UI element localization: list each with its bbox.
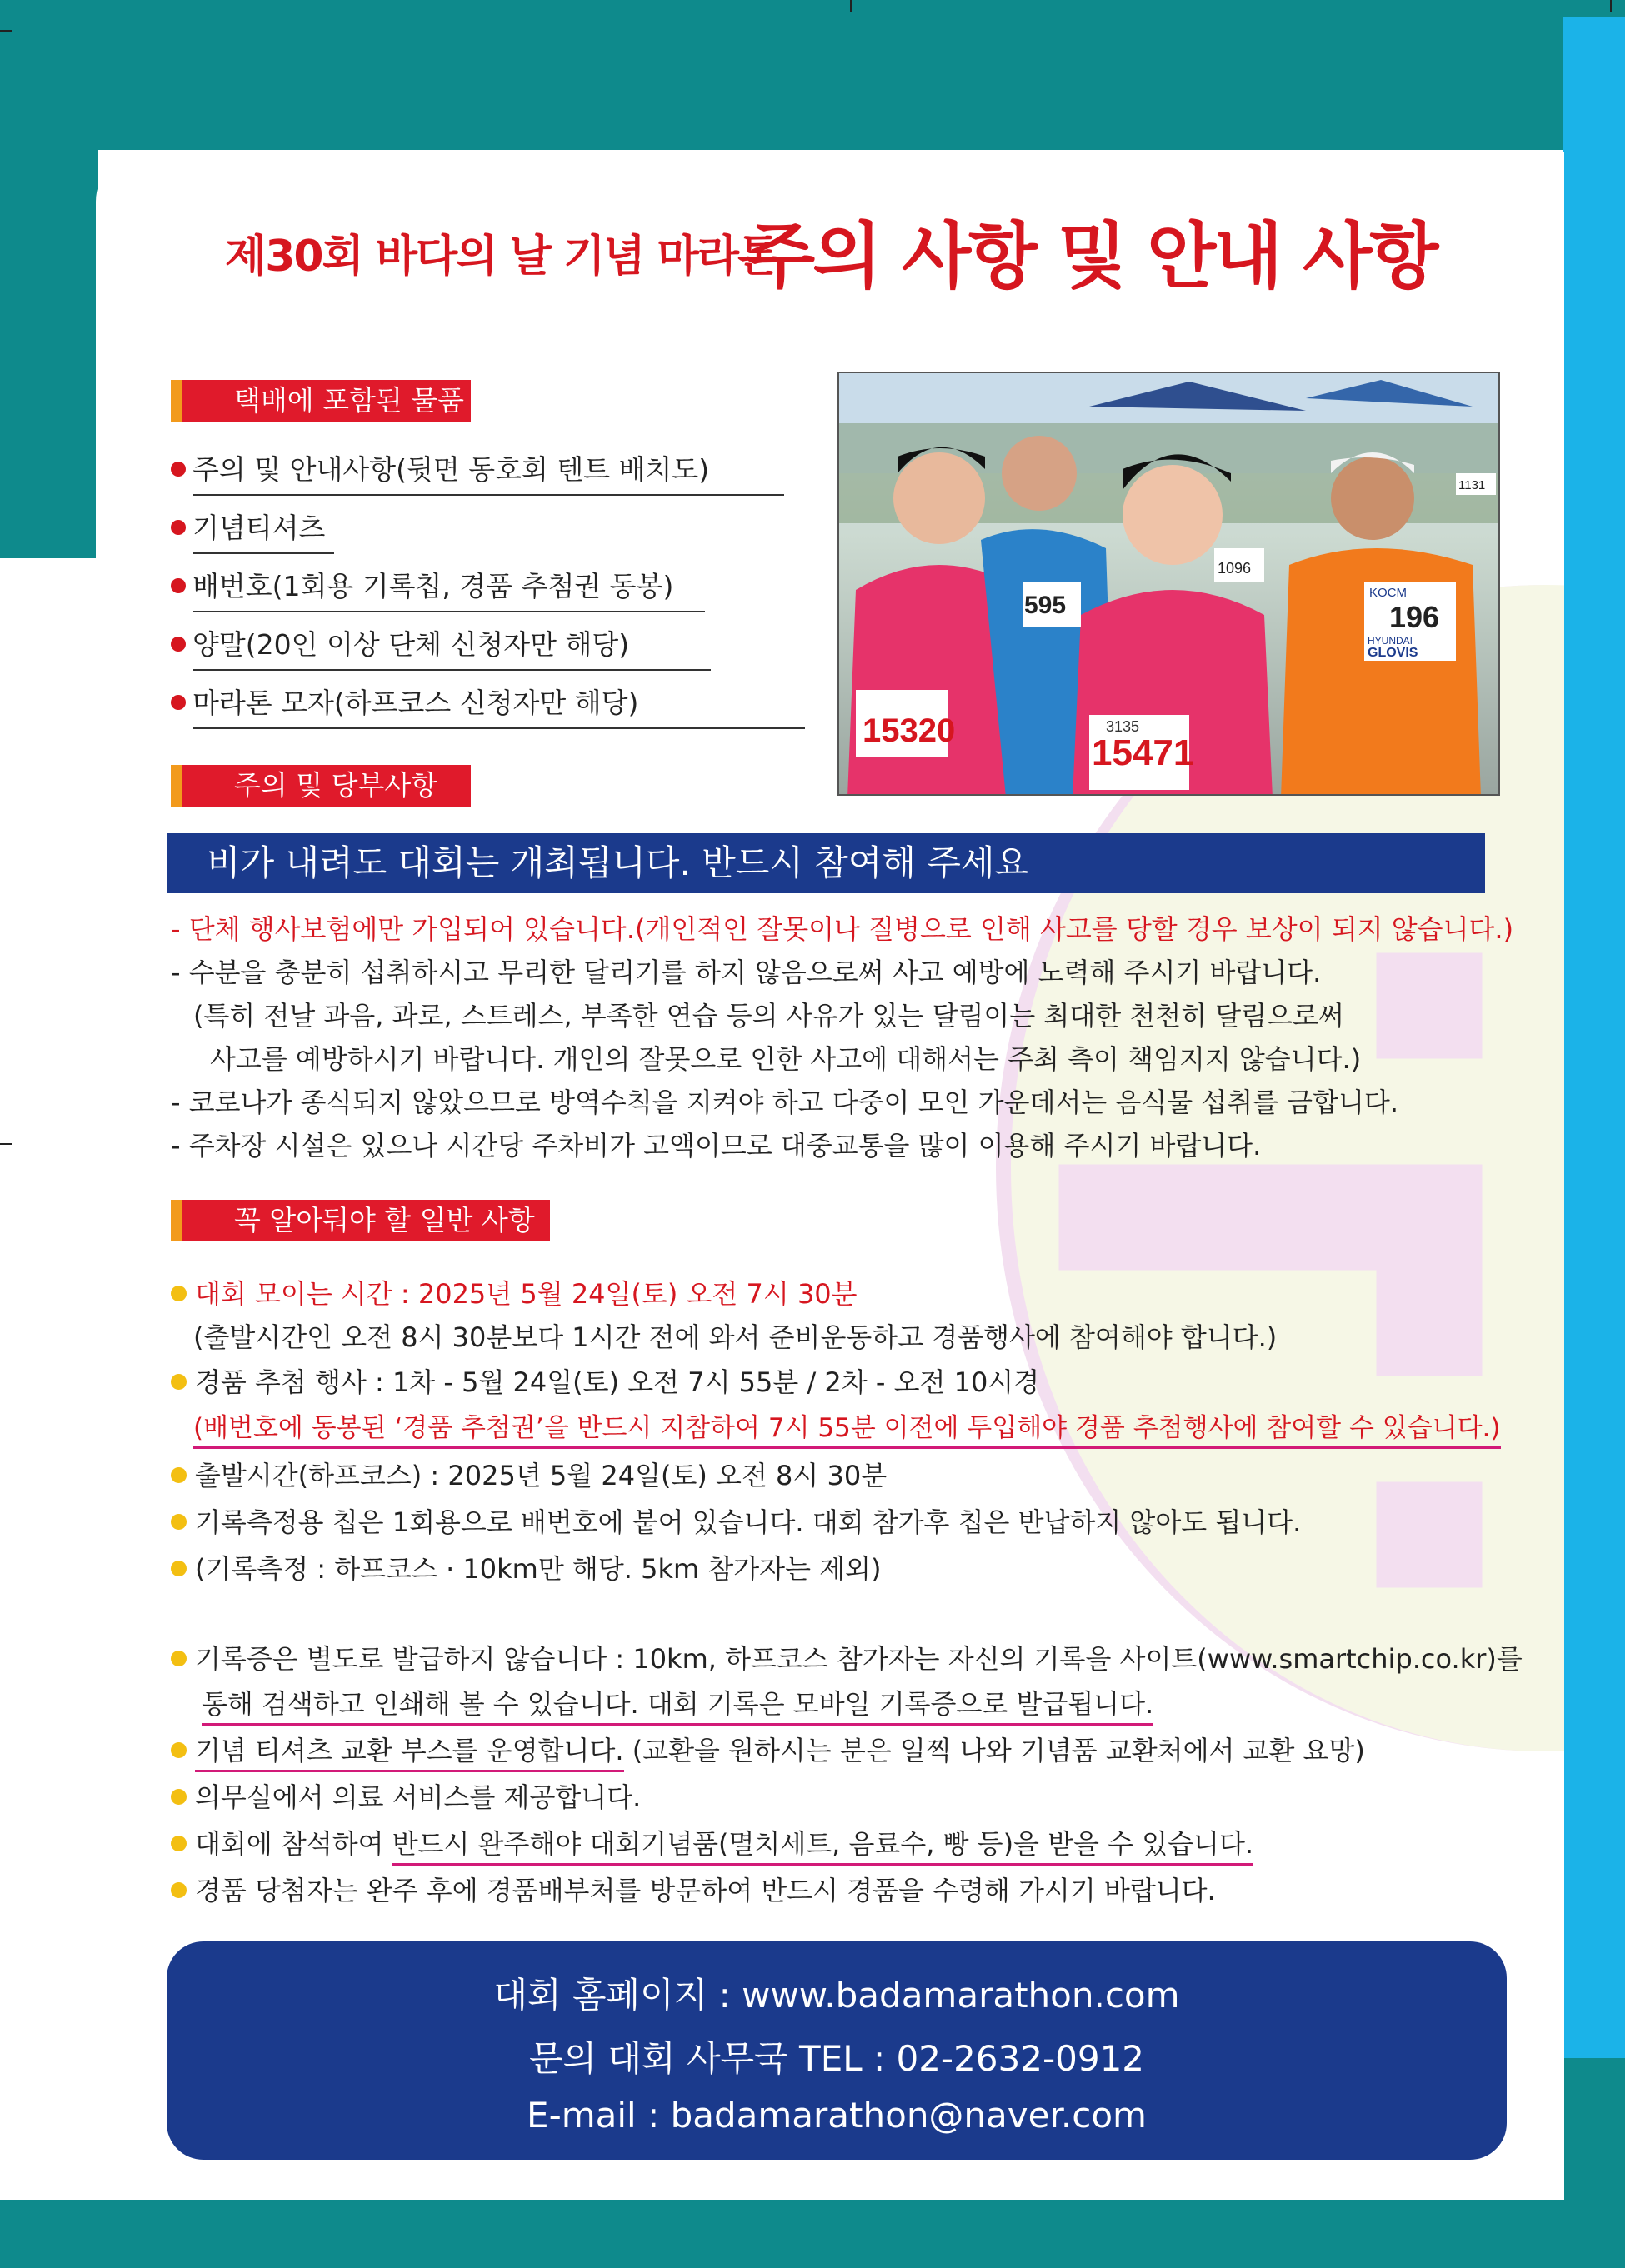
section-header-caution: 주의 및 당부사항 bbox=[171, 765, 471, 807]
bullet-icon bbox=[171, 520, 186, 535]
right-blue-stripe bbox=[1563, 17, 1625, 2066]
bib-number: 595 bbox=[1024, 592, 1067, 619]
top-teal-band bbox=[0, 0, 1625, 150]
bullet-icon bbox=[171, 1742, 187, 1758]
chip-info: 기록측정용 칩은 1회용으로 배번호에 붙어 있습니다. 대회 참가후 칩은 반납하지 않아도 됩니다. bbox=[171, 1501, 1301, 1540]
bullet-icon bbox=[171, 1286, 187, 1301]
package-item: 양말(20인 이상 단체 신청자만 해당) bbox=[171, 623, 711, 671]
homepage-link[interactable]: 대회 홈페이지 : www.badamarathon.com bbox=[493, 1975, 1180, 2016]
bullet-icon bbox=[171, 1514, 187, 1530]
bib-number: 1131 bbox=[1458, 478, 1486, 492]
package-item: 마라톤 모자(하프코스 신청자만 해당) bbox=[171, 682, 805, 729]
lottery-note: (배번호에 동봉된 ‘경품 추첨권’을 반드시 지참하여 7시 55분 이전에 투입해야 경품 추첨행사에 참여할 수 있습니다.) bbox=[193, 1406, 1501, 1444]
bib-badge: KOCM bbox=[1369, 586, 1407, 600]
left-teal-band bbox=[0, 0, 98, 558]
contact-email[interactable]: E-mail : badamarathon@naver.com bbox=[527, 2095, 1147, 2136]
bib-number: 3135 bbox=[1106, 718, 1140, 735]
crop-mark bbox=[1610, 0, 1612, 12]
package-item: 주의 및 안내사항(뒷면 동호회 텐트 배치도) bbox=[171, 448, 784, 496]
bullet-icon bbox=[171, 1467, 187, 1483]
bullet-icon bbox=[171, 578, 186, 593]
prize-info: 경품 당첨자는 완주 후에 경품배부처를 방문하여 반드시 경품을 수령해 가시기 바랍니다. bbox=[171, 1870, 1216, 1908]
section-header-package: 택배에 포함된 물품 bbox=[171, 380, 471, 422]
souvenir-info: 대회에 참석하여 반드시 완주해야 대회기념품(멸치세트, 음료수, 빵 등)을 받을 수 있습니다. bbox=[171, 1823, 1253, 1861]
bullet-icon bbox=[171, 1789, 187, 1805]
tshirt-exchange: 기념 티셔츠 교환 부스를 운영합니다. (교환을 원하시는 분은 일찍 나와 기념품 교환처에서 교환 요망) bbox=[171, 1730, 1365, 1768]
package-item: 기념티셔츠 bbox=[171, 507, 334, 554]
certificate-info: 기록증은 별도로 발급하지 않습니다 : 10km, 하프코스 참가자는 자신의 기록을 사이트(www.smartchip.co.kr)를 bbox=[171, 1638, 1522, 1676]
gather-time: 대회 모이는 시간 : 2025년 5월 24일(토) 오전 7시 30분 bbox=[171, 1273, 858, 1311]
page-heading: 주의 사항 및 안내 사항 bbox=[746, 215, 1437, 298]
bib-number: 1096 bbox=[1218, 560, 1252, 577]
caution-line-detail: 사고를 예방하시기 바랍니다. 개인의 잘못으로 인한 사고에 대해서는 주최 측이 책임지지 않습니다.) bbox=[210, 1043, 1362, 1075]
lottery-schedule: 경품 추첨 행사 : 1차 - 5월 24일(토) 오전 7시 55분 / 2차 - 오전 10시경 bbox=[171, 1361, 1039, 1400]
crop-mark bbox=[0, 30, 12, 32]
sponsor-logo: GLOVIS bbox=[1368, 646, 1418, 660]
rain-notice-bar: 비가 내려도 대회는 개최됩니다. 반드시 참여해 주세요 bbox=[167, 833, 1485, 893]
bullet-icon bbox=[171, 1561, 187, 1576]
bib-number: 15320 bbox=[862, 712, 956, 749]
gather-note: (출발시간인 오전 8시 30분보다 1시간 전에 와서 준비운동하고 경품행사에 참여해야 합니다.) bbox=[193, 1321, 1278, 1353]
runners-photo bbox=[838, 372, 1500, 796]
caution-line-insurance: - 단체 행사보험에만 가입되어 있습니다.(개인적인 잘못이나 질병으로 인해 사고를 당할 경우 보상이 되지 않습니다.) bbox=[171, 913, 1514, 945]
timing-info: (기록측정 : 하프코스 · 10km만 해당. 5km 참가자는 제외) bbox=[171, 1548, 881, 1586]
right-teal-corner bbox=[1562, 2058, 1625, 2268]
bottom-teal-band bbox=[0, 2200, 1625, 2268]
runners-illustration bbox=[839, 373, 1500, 796]
caution-line-covid: - 코로나가 종식되지 않았으므로 방역수칙을 지켜야 하고 다중이 모인 가운데서는 음식물 섭취를 금합니다. bbox=[171, 1087, 1398, 1118]
medical-service: 의무실에서 의료 서비스를 제공합니다. bbox=[171, 1776, 641, 1815]
section-header-general: 꼭 알아둬야 할 일반 사항 bbox=[171, 1200, 550, 1241]
bullet-icon bbox=[171, 1836, 187, 1851]
event-title: 제30회 바다의 날 기념 마라톤 bbox=[225, 232, 778, 282]
caution-line-hydration: - 수분을 충분히 섭취하시고 무리한 달리기를 하지 않음으로써 사고 예방에 노력해 주시기 바랍니다. bbox=[171, 957, 1322, 988]
bullet-icon bbox=[171, 637, 186, 652]
bib-number: 15471 bbox=[1092, 732, 1194, 773]
contact-box bbox=[167, 1941, 1507, 2160]
caution-line-parking: - 주차장 시설은 있으나 시간당 주차비가 고액이므로 대중교통을 많이 이용해 주시기 바랍니다. bbox=[171, 1130, 1262, 1161]
bullet-icon bbox=[171, 1651, 187, 1666]
crop-mark bbox=[0, 1143, 12, 1145]
certificate-info-cont: 통해 검색하고 인쇄해 볼 수 있습니다. 대회 기록은 모바일 기록증으로 발급됩니다. bbox=[202, 1683, 1153, 1721]
start-time: 출발시간(하프코스) : 2025년 5월 24일(토) 오전 8시 30분 bbox=[171, 1455, 887, 1493]
caution-line-detail: (특히 전날 과음, 과로, 스트레스, 부족한 연습 등의 사유가 있는 달림이는 최대한 천천히 달림으로써 bbox=[193, 1000, 1344, 1032]
sponsor-brand: HYUNDAI bbox=[1368, 635, 1413, 647]
bib-number: 196 bbox=[1389, 600, 1440, 634]
contact-tel: 문의 대회 사무국 TEL : 02-2632-0912 bbox=[528, 2038, 1145, 2079]
package-item: 배번호(1회용 기록칩, 경품 추첨권 동봉) bbox=[171, 565, 705, 612]
crop-mark bbox=[850, 0, 852, 12]
bullet-icon bbox=[171, 695, 186, 710]
bullet-icon bbox=[171, 1374, 187, 1390]
bullet-icon bbox=[171, 1882, 187, 1898]
bullet-icon bbox=[171, 462, 186, 477]
